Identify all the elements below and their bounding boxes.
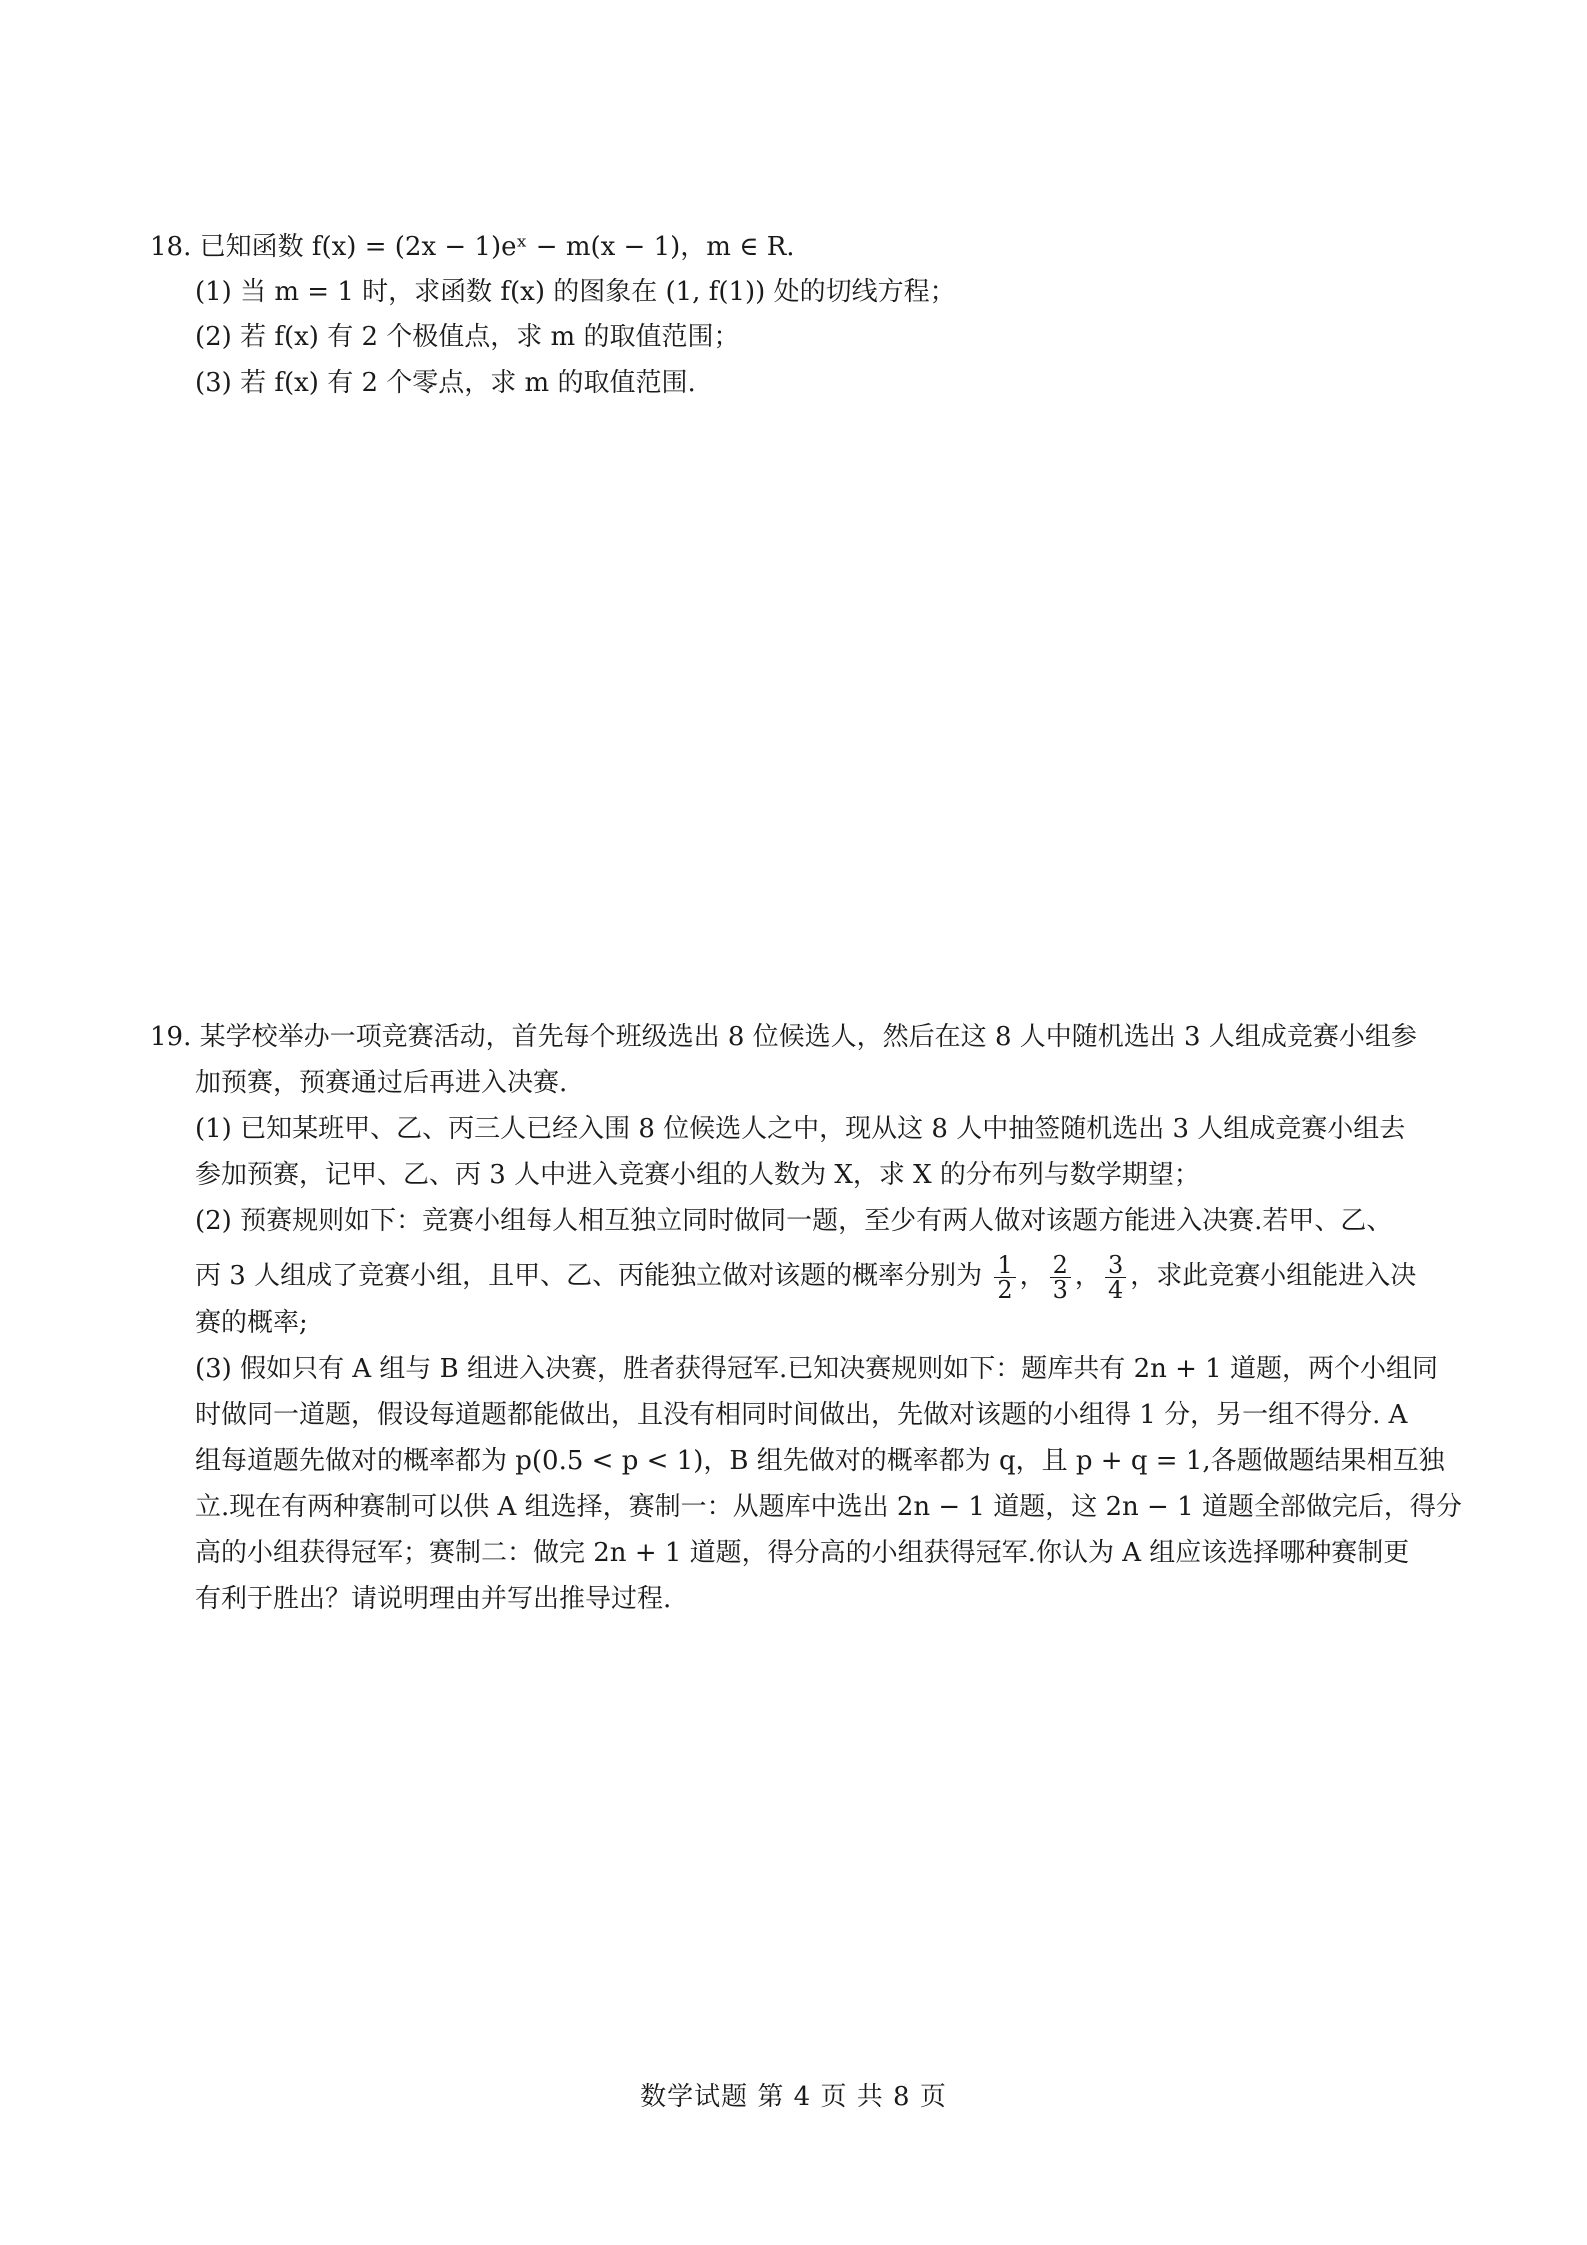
fraction-two-thirds <box>1050 1250 1071 1304</box>
q19-part3-line2: 时做同一道题，假设每道题都能做出，且没有相同时间做出，先做对该题的小组得 1 分，另一组不得分. A <box>195 1400 1408 1430</box>
q19-stem-line1: 19. 某学校举办一项竞赛活动，首先每个班级选出 8 位候选人，然后在这 8 人中随机选出 3 人组成竞赛小组参 <box>150 1022 1417 1052</box>
q19-part2-line2-pre: 丙 3 人组成了竞赛小组，且甲、乙、丙能独立做对该题的概率分别为 <box>195 1261 983 1291</box>
q19-part2-line3: 赛的概率; <box>195 1308 308 1338</box>
fraction-numerator: 3 <box>1105 1253 1126 1278</box>
fraction-denominator: 4 <box>1107 1275 1124 1304</box>
fraction-numerator: 1 <box>994 1253 1015 1278</box>
q18-stem: 18. 已知函数 f(x) = (2x − 1)eˣ − m(x − 1)，m ∈ R. <box>150 232 795 262</box>
q19-part3-line3: 组每道题先做对的概率都为 p(0.5 < p < 1)，B 组先做对的概率都为 q，且 p + q = 1,各题做题结果相互独 <box>195 1446 1445 1476</box>
q18-part1: (1) 当 m = 1 时，求函数 f(x) 的图象在 (1, f(1)) 处的切线方程； <box>195 277 956 307</box>
q19-part3-line5: 高的小组获得冠军；赛制二：做完 2n + 1 道题，得分高的小组获得冠军.你认为 A 组应该选择哪种赛制更 <box>195 1538 1410 1568</box>
q19-part2-line2 <box>195 1248 1416 1304</box>
comma: ， <box>1074 1261 1101 1291</box>
q19-part3-line4: 立.现在有两种赛制可以供 A 组选择，赛制一：从题库中选出 2n − 1 道题，这 2n − 1 道题全部做完后，得分 <box>195 1492 1462 1522</box>
q18-part3: (3) 若 f(x) 有 2 个零点，求 m 的取值范围. <box>195 368 696 398</box>
comma: ， <box>1019 1261 1046 1291</box>
q19-part1-line1: (1) 已知某班甲、乙、丙三人已经入围 8 位候选人之中，现从这 8 人中抽签随机选出 3 人组成竞赛小组去 <box>195 1114 1406 1144</box>
q19-part3-line6: 有利于胜出？请说明理由并写出推导过程. <box>195 1584 672 1614</box>
fraction-denominator: 3 <box>1052 1275 1068 1304</box>
fraction-numerator: 2 <box>1050 1253 1071 1278</box>
q19-stem-line2: 加预赛，预赛通过后再进入决赛. <box>195 1068 568 1098</box>
q18-part2: (2) 若 f(x) 有 2 个极值点，求 m 的取值范围； <box>195 322 740 352</box>
fraction-denominator: 2 <box>997 1275 1013 1304</box>
page-footer: 数学试题 第 4 页 共 8 页 <box>640 2082 947 2112</box>
fraction-one-half <box>994 1250 1015 1304</box>
q19-part2-line1: (2) 预赛规则如下：竞赛小组每人相互独立同时做同一题，至少有两人做对该题方能进入决赛.若甲、乙、 <box>195 1206 1393 1236</box>
q19-part1-line2: 参加预赛，记甲、乙、丙 3 人中进入竞赛小组的人数为 X，求 X 的分布列与数学期望； <box>195 1160 1200 1190</box>
fraction-three-quarters <box>1105 1250 1126 1304</box>
q19-part3-line1: (3) 假如只有 A 组与 B 组进入决赛，胜者获得冠军.已知决赛规则如下：题库共有 2n + 1 道题，两个小组同 <box>195 1354 1438 1384</box>
q19-part2-line2-post: ，求此竞赛小组能进入决 <box>1130 1261 1417 1291</box>
